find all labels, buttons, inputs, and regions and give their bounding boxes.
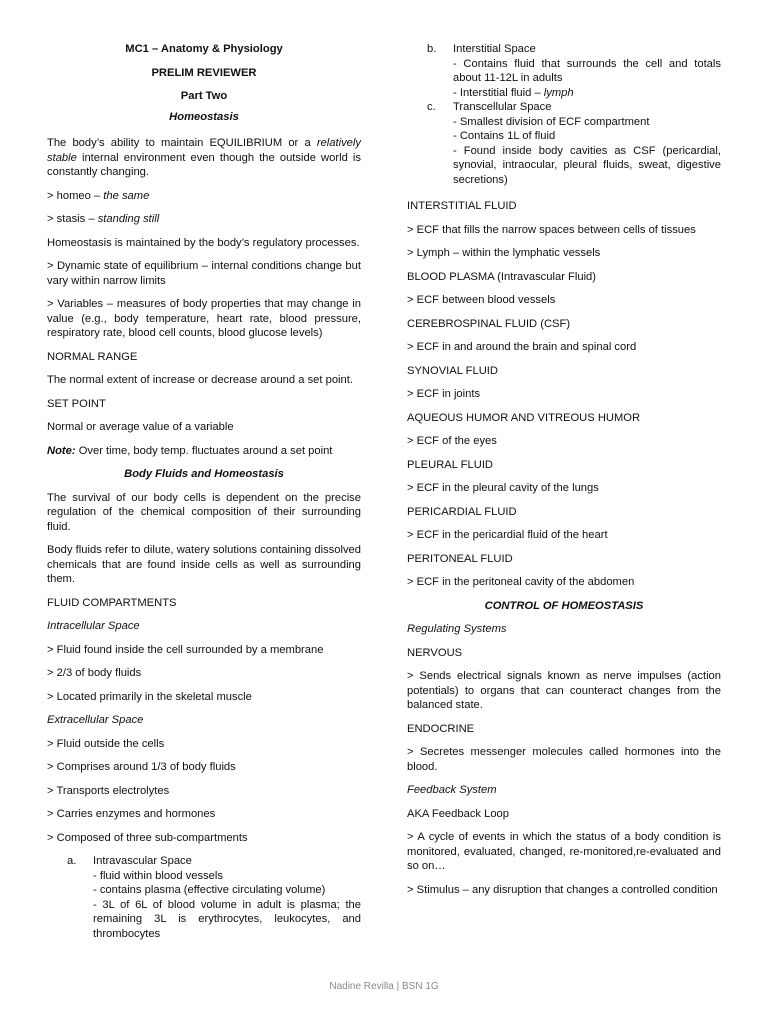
interstitial-fluid-item: > Lymph – within the lymphatic vessels: [407, 247, 601, 259]
intracellular-item: > Located primarily in the skeletal muscle: [47, 690, 252, 703]
right-column: [407, 42, 721, 897]
list-letter: b.: [427, 43, 437, 55]
course-title: MC1 – Anatomy & Physiology: [125, 43, 283, 55]
subcompartment-line: - fluid within blood vessels: [93, 869, 223, 882]
section-title-control: CONTROL OF HOMEOSTASIS: [484, 599, 644, 612]
nervous-definition: > Sends electrical signals known as nerve impulses (action potentials) to organs that can counteract changes from the balanced state.: [407, 670, 721, 711]
left-column: [47, 42, 361, 941]
section-title-body-fluids: Body Fluids and Homeostasis: [124, 468, 284, 480]
aka-text: AKA Feedback Loop: [407, 807, 510, 820]
interstitial-fluid-heading: INTERSTITIAL FLUID: [407, 200, 517, 212]
feedback-heading: Feedback System: [407, 784, 497, 796]
csf-heading: CEREBROSPINAL FLUID (CSF): [407, 317, 571, 330]
peritoneal-item: > ECF in the peritoneal cavity of the abdomen: [407, 576, 635, 588]
subcompartment-line: - contains plasma (effective circulating volume): [93, 884, 326, 896]
normal-range-heading: NORMAL RANGE: [47, 350, 138, 363]
subcompartment-line: - 3L of 6L of blood volume in adult is plasma; the remaining 3L is erythrocytes, leukocytes, and thrombocytes: [93, 898, 361, 940]
normal-range-definition: The normal extent of increase or decrease around a set point.: [47, 374, 353, 386]
extracellular-item: > Composed of three sub-compartments: [47, 831, 248, 844]
subcompartment-title: Transcellular Space: [453, 101, 552, 113]
aqueous-heading: AQUEOUS HUMOR AND VITREOUS HUMOR: [407, 411, 641, 424]
subcompartment-title: Intravascular Space: [93, 855, 192, 867]
regulating-systems-heading: Regulating Systems: [407, 623, 507, 635]
subcompartment-line: - Smallest division of ECF compartment: [453, 115, 650, 128]
variables-text: > Variables – measures of body properties that may change in value (e.g., body temperature, heart rate, blood pressure, respiratory rate, blood cell counts, blood glucose levels): [47, 298, 361, 339]
fluid-compartments-heading: FLUID COMPARTMENTS: [47, 596, 177, 609]
subcompartment-title: Interstitial Space: [453, 43, 536, 55]
set-point-definition: Normal or average value of a variable: [47, 421, 234, 433]
maintained-text: Homeostasis is maintained by the body’s regulatory processes.: [47, 236, 360, 249]
dynamic-state-text: > Dynamic state of equilibrium – internal conditions change but vary within narrow limits: [47, 260, 361, 287]
subcompartment-line: - Contains fluid that surrounds the cell and totals about 11-12L in adults: [453, 57, 721, 84]
subcompartment-a: [67, 854, 361, 941]
homeostasis-definition: The body’s ability to maintain EQUILIBRIUM or a relatively stable internal environment even though the outside world is constantly changing.: [47, 137, 361, 178]
homeo-meaning: > homeo – the same: [47, 189, 150, 202]
endocrine-definition: > Secretes messenger molecules called hormones into the blood.: [407, 746, 721, 773]
synovial-heading: SYNOVIAL FLUID: [407, 364, 498, 377]
intracellular-item: > Fluid found inside the cell surrounded by a membrane: [47, 643, 324, 656]
stasis-meaning: > stasis – standing still: [47, 213, 160, 225]
peritoneal-heading: PERITONEAL FLUID: [407, 552, 513, 565]
extracellular-item: > Transports electrolytes: [47, 784, 170, 797]
extracellular-item: > Fluid outside the cells: [47, 737, 165, 750]
extracellular-heading: Extracellular Space: [47, 714, 144, 726]
blood-plasma-heading: BLOOD PLASMA (Intravascular Fluid): [407, 270, 597, 283]
section-title-homeostasis: Homeostasis: [169, 110, 239, 123]
part-title: Part Two: [180, 90, 228, 102]
subcompartment-line: - Found inside body cavities as CSF (pericardial, synovial, intraocular, pleural fluids, sweat, digestive secretions): [453, 144, 721, 186]
stimulus-definition: > Stimulus – any disruption that changes a controlled condition: [407, 883, 718, 896]
pericardial-heading: PERICARDIAL FLUID: [407, 505, 517, 518]
subcompartment-b: [427, 42, 721, 100]
pericardial-item: > ECF in the pericardial fluid of the heart: [407, 529, 608, 541]
subcompartment-line: - Contains 1L of fluid: [453, 130, 556, 142]
pleural-heading: PLEURAL FLUID: [407, 458, 494, 471]
interstitial-fluid-item: > ECF that fills the narrow spaces between cells of tissues: [407, 223, 696, 236]
intracellular-heading: Intracellular Space: [47, 620, 140, 632]
csf-item: > ECF in and around the brain and spinal cord: [407, 341, 637, 353]
survival-text: The survival of our body cells is dependent on the precise regulation of the chemical composition of their surrounding fluid.: [47, 491, 361, 533]
subcompartment-c: [427, 100, 721, 187]
aqueous-item: > ECF of the eyes: [407, 435, 497, 447]
page-footer: Nadine Revilla | BSN 1G: [329, 981, 439, 992]
list-letter: a.: [67, 855, 77, 867]
nervous-heading: NERVOUS: [407, 646, 463, 659]
note-text: Note: Over time, body temp. fluctuates around a set point: [47, 444, 333, 457]
synovial-item: > ECF in joints: [407, 388, 481, 400]
blood-plasma-item: > ECF between blood vessels: [407, 294, 556, 306]
extracellular-item: > Carries enzymes and hormones: [47, 808, 216, 820]
reviewer-title: PRELIM REVIEWER: [151, 66, 257, 79]
cycle-definition: > A cycle of events in which the status of a body condition is monitored, evaluated, changed, re-monitored,re-evaluated and so on…: [407, 831, 721, 872]
endocrine-heading: ENDOCRINE: [407, 722, 475, 735]
body-fluids-definition: Body fluids refer to dilute, watery solutions containing dissolved chemicals that are found inside cells as well as surrounding them.: [47, 544, 361, 585]
intracellular-item: > 2/3 of body fluids: [47, 667, 142, 679]
set-point-heading: SET POINT: [47, 397, 106, 410]
subcompartment-line: - Interstitial fluid – lymph: [453, 86, 574, 99]
pleural-item: > ECF in the pleural cavity of the lungs: [407, 482, 599, 494]
extracellular-item: > Comprises around 1/3 of body fluids: [47, 761, 236, 773]
list-letter: c.: [427, 101, 436, 113]
